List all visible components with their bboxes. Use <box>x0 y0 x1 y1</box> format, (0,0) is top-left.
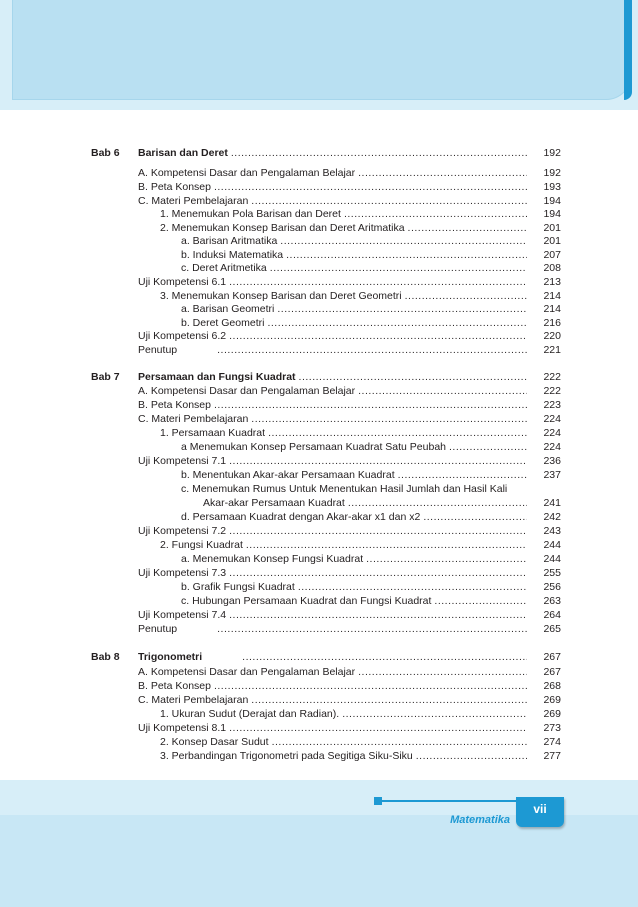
dot-leader <box>229 454 527 468</box>
toc-entry-row <box>0 289 638 303</box>
dot-leader <box>280 234 527 248</box>
chapter-title: Persamaan dan Fungsi Kuadrat <box>138 371 296 383</box>
entry-title: c. Deret Aritmetika <box>181 262 267 274</box>
page-reference: 273 <box>543 722 561 734</box>
entry-title: Akar-akar Persamaan Kuadrat <box>203 497 345 509</box>
toc-entry <box>181 580 530 594</box>
dot-leader <box>272 735 527 749</box>
toc-entry <box>138 412 530 426</box>
entry-title: 3. Menemukan Konsep Barisan dan Deret Geometri <box>160 290 402 302</box>
page-reference: 255 <box>543 567 561 579</box>
entry-title: A. Kompetensi Dasar dan Pengalaman Belajar <box>138 167 356 179</box>
toc-entry <box>138 329 530 343</box>
page-reference: 244 <box>543 553 561 565</box>
page-reference: 201 <box>543 222 561 234</box>
toc-entry-row <box>0 207 638 221</box>
toc-entry <box>181 510 530 524</box>
entry-title: c. Hubungan Persamaan Kuadrat dan Fungsi Kuadrat <box>181 595 432 607</box>
dot-leader <box>348 496 527 510</box>
dot-leader <box>229 524 527 538</box>
entry-title: a. Barisan Aritmatika <box>181 235 278 247</box>
toc-entry <box>160 749 530 763</box>
toc-entry <box>138 343 530 357</box>
toc-entry-row <box>0 580 638 594</box>
dot-leader <box>449 440 527 454</box>
dot-leader <box>434 594 527 608</box>
toc-entry-row <box>0 707 638 721</box>
toc-entry <box>138 398 530 412</box>
entry-title: Uji Kompetensi 7.2 <box>138 525 227 537</box>
entry-title: b. Deret Geometri <box>181 317 265 329</box>
page-reference: 222 <box>543 371 561 383</box>
header-panel <box>12 0 632 100</box>
toc-entry <box>160 735 530 749</box>
toc-entry <box>181 440 530 454</box>
toc-entry <box>138 665 530 679</box>
dot-leader <box>242 650 527 664</box>
toc-entry-row <box>0 412 638 426</box>
entry-title: b. Grafik Fungsi Kuadrat <box>181 581 295 593</box>
page-reference: 216 <box>543 317 561 329</box>
page-reference: 243 <box>543 525 561 537</box>
entry-title: a. Barisan Geometri <box>181 303 275 315</box>
entry-title: B. Peta Konsep <box>138 181 211 193</box>
entry-title: 3. Perbandingan Trigonometri pada Segitiga Siku-Siku <box>160 750 413 762</box>
toc-entry <box>181 594 530 608</box>
toc-entry-row <box>0 594 638 608</box>
page-reference: 269 <box>543 694 561 706</box>
entry-title: C. Materi Pembelajaran <box>138 195 249 207</box>
dot-leader <box>246 538 527 552</box>
footer-rule <box>378 800 518 802</box>
toc-entry-row <box>0 693 638 707</box>
entry-title: C. Materi Pembelajaran <box>138 413 249 425</box>
dot-leader <box>217 622 527 636</box>
toc-entry-row <box>0 679 638 693</box>
entry-title: 1. Persamaan Kuadrat <box>160 427 266 439</box>
page-number-tab <box>516 797 564 827</box>
toc-entry-row <box>0 316 638 330</box>
dot-leader <box>358 665 527 679</box>
page-reference: 220 <box>543 330 561 342</box>
dot-leader <box>298 580 527 594</box>
toc-entry <box>160 207 530 221</box>
toc-entry <box>138 721 530 735</box>
footer-panel <box>0 815 638 907</box>
toc-entry-row <box>0 552 638 566</box>
page-reference: 241 <box>543 497 561 509</box>
entry-title: A. Kompetensi Dasar dan Pengalaman Belajar <box>138 385 356 397</box>
entry-title: Penutup <box>138 623 178 635</box>
toc-entry-row <box>0 440 638 454</box>
dot-leader <box>358 166 527 180</box>
toc-entry <box>181 468 530 482</box>
dot-leader <box>267 316 527 330</box>
page-reference: 224 <box>543 427 561 439</box>
toc-entry <box>160 289 530 303</box>
page-reference: 223 <box>543 399 561 411</box>
entry-title: b. Menentukan Akar-akar Persamaan Kuadrat <box>181 469 395 481</box>
entry-title: b. Induksi Matematika <box>181 249 284 261</box>
page-reference: 268 <box>543 680 561 692</box>
dot-leader <box>270 261 527 275</box>
toc-entry <box>138 166 530 180</box>
toc-entry-row <box>0 166 638 180</box>
toc-entry <box>138 275 530 289</box>
dot-leader <box>299 370 527 384</box>
page-reference: 264 <box>543 609 561 621</box>
toc-entry-row <box>0 482 638 496</box>
chapter-number: Bab 8 <box>91 651 120 663</box>
dot-leader <box>268 426 527 440</box>
header-panel-edge <box>624 0 632 100</box>
dot-leader <box>251 412 527 426</box>
page-reference: 277 <box>543 750 561 762</box>
toc-entry-row <box>0 735 638 749</box>
entry-title: A. Kompetensi Dasar dan Pengalaman Belajar <box>138 666 356 678</box>
entry-title: 1. Ukuran Sudut (Derajat dan Radian). <box>160 708 340 720</box>
toc-entry <box>138 679 530 693</box>
dot-leader <box>286 248 527 262</box>
page-reference: 244 <box>543 539 561 551</box>
toc-entry-row <box>0 721 638 735</box>
page-reference: 224 <box>543 413 561 425</box>
page-reference: 267 <box>543 666 561 678</box>
dot-leader <box>217 343 527 357</box>
toc-entry <box>138 566 530 580</box>
dot-leader <box>231 146 527 160</box>
toc-entry-row <box>0 538 638 552</box>
entry-title: Penutup <box>138 344 178 356</box>
dot-leader <box>214 679 527 693</box>
toc-entry <box>138 693 530 707</box>
chapter-title: Trigonometri <box>138 651 203 663</box>
dot-leader <box>229 329 527 343</box>
entry-title: 2. Fungsi Kuadrat <box>160 539 243 551</box>
entry-title: Uji Kompetensi 8.1 <box>138 722 227 734</box>
entry-title: d. Persamaan Kuadrat dengan Akar-akar x1 dan x2 <box>181 511 421 523</box>
toc-entry-row <box>0 180 638 194</box>
dot-leader <box>277 302 527 316</box>
chapter-number: Bab 6 <box>91 147 120 159</box>
dot-leader <box>405 289 527 303</box>
entry-title: C. Materi Pembelajaran <box>138 694 249 706</box>
dot-leader <box>214 180 527 194</box>
page-reference: 267 <box>543 651 561 663</box>
toc-entry <box>181 482 530 496</box>
page-reference: 242 <box>543 511 561 523</box>
page-reference: 213 <box>543 276 561 288</box>
page-reference: 214 <box>543 290 561 302</box>
toc-entry <box>181 302 530 316</box>
entry-title: a. Menemukan Konsep Fungsi Kuadrat <box>181 553 364 565</box>
toc-entry <box>138 454 530 468</box>
page-reference: 192 <box>543 147 561 159</box>
toc-entry <box>138 180 530 194</box>
entry-title: 1. Menemukan Pola Barisan dan Deret <box>160 208 341 220</box>
header-decoration <box>0 0 638 110</box>
dot-leader <box>229 275 527 289</box>
toc-entry <box>160 426 530 440</box>
toc-entry <box>181 316 530 330</box>
toc-entry-row <box>0 384 638 398</box>
toc-entry-row <box>0 622 638 636</box>
toc-entry-row <box>0 398 638 412</box>
toc-entry <box>138 650 530 664</box>
toc-entry <box>138 370 530 384</box>
chapter-number: Bab 7 <box>91 371 120 383</box>
entry-title: 2. Konsep Dasar Sudut <box>160 736 269 748</box>
entry-title: Uji Kompetensi 7.4 <box>138 609 227 621</box>
toc-entry-row <box>0 608 638 622</box>
page-reference: 224 <box>543 441 561 453</box>
dot-leader <box>229 608 527 622</box>
page-reference: 221 <box>543 344 561 356</box>
toc-entry-row <box>0 749 638 763</box>
dot-leader <box>408 221 527 235</box>
toc-entry <box>160 538 530 552</box>
entry-title: B. Peta Konsep <box>138 399 211 411</box>
toc-entry-row <box>0 343 638 357</box>
page-number: vii <box>533 802 547 816</box>
page-reference: 194 <box>543 195 561 207</box>
toc-entry-row <box>0 302 638 316</box>
toc-entry-row <box>0 221 638 235</box>
entry-title: B. Peta Konsep <box>138 680 211 692</box>
page-reference: 265 <box>543 623 561 635</box>
toc-entry-row <box>0 194 638 208</box>
page-reference: 274 <box>543 736 561 748</box>
dot-leader <box>229 721 527 735</box>
dot-leader <box>342 707 527 721</box>
page-reference: 222 <box>543 385 561 397</box>
toc-chapter-row <box>0 650 638 664</box>
dot-leader <box>214 398 527 412</box>
page-reference: 214 <box>543 303 561 315</box>
page-reference: 207 <box>543 249 561 261</box>
toc-entry <box>160 707 530 721</box>
toc-entry <box>160 221 530 235</box>
toc-entry <box>138 608 530 622</box>
toc-entry <box>138 194 530 208</box>
toc-entry <box>138 524 530 538</box>
dot-leader <box>423 510 527 524</box>
entry-title: 2. Menemukan Konsep Barisan dan Deret Aritmatika <box>160 222 405 234</box>
toc-entry-row <box>0 248 638 262</box>
dot-leader <box>229 566 527 580</box>
toc-entry <box>138 146 530 160</box>
toc-entry <box>181 552 530 566</box>
toc-entry-row <box>0 275 638 289</box>
dot-leader <box>251 194 527 208</box>
entry-title: a Menemukan Konsep Persamaan Kuadrat Satu Peubah <box>181 441 447 453</box>
toc-entry-row <box>0 566 638 580</box>
entry-title: Uji Kompetensi 6.2 <box>138 330 227 342</box>
toc-chapter-row <box>0 370 638 384</box>
page-reference: 256 <box>543 581 561 593</box>
dot-leader <box>251 693 527 707</box>
page-reference: 208 <box>543 262 561 274</box>
footer-subject: Matematika <box>450 814 510 826</box>
toc-entry <box>181 261 530 275</box>
toc-entry-row <box>0 329 638 343</box>
toc-entry-row <box>0 468 638 482</box>
toc-entry-row <box>0 426 638 440</box>
toc-entry-row <box>0 234 638 248</box>
footer-rule-marker <box>374 797 382 805</box>
dot-leader <box>366 552 527 566</box>
toc-entry-row <box>0 454 638 468</box>
chapter-title: Barisan dan Deret <box>138 147 228 159</box>
dot-leader <box>398 468 527 482</box>
page-reference: 201 <box>543 235 561 247</box>
toc-entry <box>181 234 530 248</box>
page-reference: 237 <box>543 469 561 481</box>
page-reference: 194 <box>543 208 561 220</box>
toc-entry-row <box>0 496 638 510</box>
toc-entry <box>181 248 530 262</box>
dot-leader <box>344 207 527 221</box>
toc-entry <box>203 496 530 510</box>
dot-leader <box>358 384 527 398</box>
entry-title: c. Menemukan Rumus Untuk Menentukan Hasil Jumlah dan Hasil Kali <box>181 483 508 495</box>
toc-chapter-row <box>0 146 638 160</box>
toc-entry <box>138 622 530 636</box>
entry-title: Uji Kompetensi 7.3 <box>138 567 227 579</box>
toc-entry-row <box>0 510 638 524</box>
toc-entry-row <box>0 665 638 679</box>
page-reference: 193 <box>543 181 561 193</box>
toc-entry-row <box>0 261 638 275</box>
dot-leader <box>416 749 527 763</box>
entry-title: Uji Kompetensi 6.1 <box>138 276 227 288</box>
page-reference: 236 <box>543 455 561 467</box>
toc-entry <box>138 384 530 398</box>
entry-title: Uji Kompetensi 7.1 <box>138 455 227 467</box>
page-reference: 192 <box>543 167 561 179</box>
page-reference: 263 <box>543 595 561 607</box>
page-reference: 269 <box>543 708 561 720</box>
toc-entry-row <box>0 524 638 538</box>
